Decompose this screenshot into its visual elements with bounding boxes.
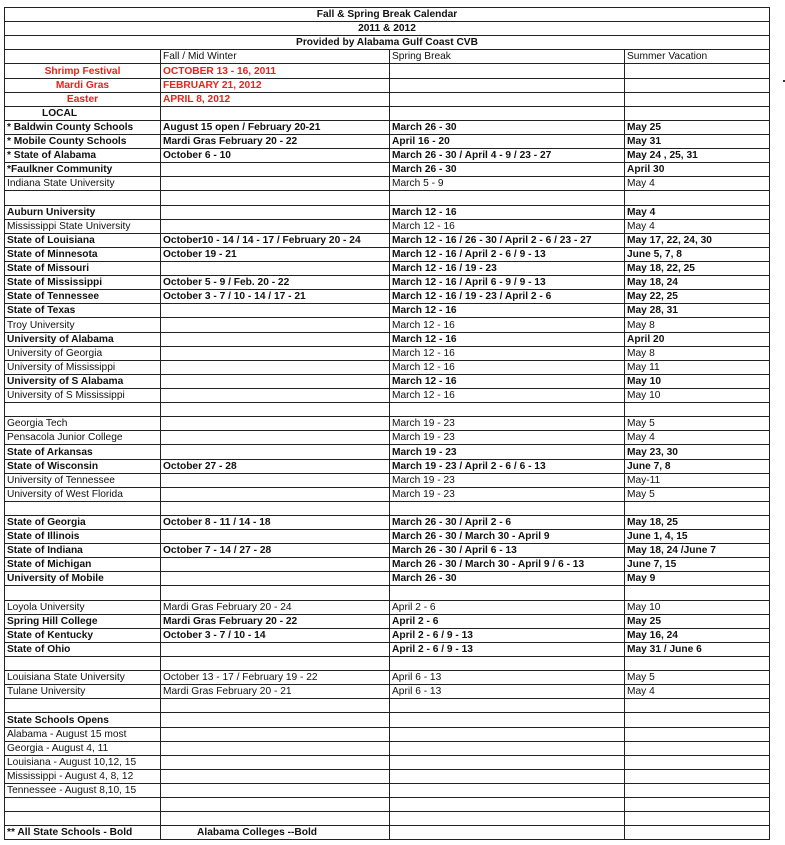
table-row [5, 374, 770, 388]
fall-break: October 13 - 17 / February 19 - 22 [161, 671, 390, 685]
calendar-provider: Provided by Alabama Gulf Coast CVB [5, 36, 770, 50]
table-row [5, 798, 770, 812]
school-name: University of Alabama [5, 332, 161, 346]
school-name: State of Michigan [5, 558, 161, 572]
fall-break [161, 657, 390, 671]
school-name: Georgia Tech [5, 417, 161, 431]
fall-break [161, 403, 390, 417]
spring-break: March 26 - 30 / April 6 - 13 [390, 544, 625, 558]
school-name [5, 191, 161, 205]
fall-break: Mardi Gras February 20 - 22 [161, 134, 390, 148]
school-name: University of Mississippi [5, 360, 161, 374]
spring-break: March 12 - 16 [390, 360, 625, 374]
summer-vacation [625, 769, 770, 783]
school-name: University of Georgia [5, 346, 161, 360]
table-row [5, 473, 770, 487]
school-name: University of S Alabama [5, 374, 161, 388]
summer-vacation: May 22, 25 [625, 290, 770, 304]
fall-break: Mardi Gras February 20 - 22 [161, 614, 390, 628]
spring-break: April 6 - 13 [390, 671, 625, 685]
spring-break: March 12 - 16 [390, 318, 625, 332]
summer-vacation: May 9 [625, 572, 770, 586]
spring-break: March 19 - 23 [390, 445, 625, 459]
school-name: * Mobile County Schools [5, 134, 161, 148]
fall-break: October 27 - 28 [161, 459, 390, 473]
summer-vacation [625, 657, 770, 671]
empty-cell [390, 92, 625, 106]
fall-break [161, 699, 390, 713]
spring-break: March 26 - 30 [390, 120, 625, 134]
fall-break [161, 177, 390, 191]
spring-break: March 19 - 23 [390, 417, 625, 431]
fall-break: October 7 - 14 / 27 - 28 [161, 544, 390, 558]
table-row [5, 233, 770, 247]
fall-break [161, 431, 390, 445]
fall-break [161, 501, 390, 515]
school-name: Indiana State University [5, 177, 161, 191]
summer-vacation: May 4 [625, 205, 770, 219]
table-row [5, 360, 770, 374]
school-name: State of Ohio [5, 642, 161, 656]
school-name: Spring Hill College [5, 614, 161, 628]
header-spring: Spring Break [390, 50, 625, 64]
school-name [5, 798, 161, 812]
title-row-1 [5, 8, 770, 22]
spring-break: April 2 - 6 / 9 - 13 [390, 642, 625, 656]
table-row [5, 614, 770, 628]
summer-vacation: May 4 [625, 177, 770, 191]
table-row [5, 784, 770, 798]
summer-vacation [625, 699, 770, 713]
spring-break: March 19 - 23 [390, 487, 625, 501]
summer-vacation: May 4 [625, 219, 770, 233]
title-row-3 [5, 36, 770, 50]
spring-break [390, 586, 625, 600]
summer-vacation: May 18, 25 [625, 515, 770, 529]
fall-break: October 3 - 7 / 10 - 14 [161, 628, 390, 642]
table-row [5, 586, 770, 600]
fall-break [161, 755, 390, 769]
spring-break: March 12 - 16 / April 2 - 6 / 9 - 13 [390, 247, 625, 261]
fall-break [161, 332, 390, 346]
school-name: Mississippi - August 4, 8, 12 [5, 769, 161, 783]
title-row-2 [5, 22, 770, 36]
summer-vacation: May 4 [625, 685, 770, 699]
school-name: University of Mobile [5, 572, 161, 586]
spring-break: March 12 - 16 [390, 388, 625, 402]
empty-cell [625, 64, 770, 78]
table-row [5, 388, 770, 402]
table-row [5, 812, 770, 826]
fall-break [161, 727, 390, 741]
summer-vacation [625, 755, 770, 769]
fall-break [161, 558, 390, 572]
school-name [5, 586, 161, 600]
summer-vacation: May 24 , 25, 31 [625, 149, 770, 163]
event-name: Shrimp Festival [5, 64, 161, 78]
summer-vacation: May 5 [625, 671, 770, 685]
spring-break: March 12 - 16 [390, 304, 625, 318]
break-calendar-table [4, 7, 770, 840]
header-blank [5, 50, 161, 64]
summer-vacation: May 5 [625, 487, 770, 501]
school-name: Louisiana - August 10,12, 15 [5, 755, 161, 769]
table-row [5, 163, 770, 177]
header-summer: Summer Vacation [625, 50, 770, 64]
fall-break [161, 586, 390, 600]
summer-vacation: May 17, 22, 24, 30 [625, 233, 770, 247]
spring-break [390, 727, 625, 741]
school-name: Pensacola Junior College [5, 431, 161, 445]
table-row [5, 149, 770, 163]
summer-vacation [625, 741, 770, 755]
school-name: State of Illinois [5, 530, 161, 544]
fall-break [161, 642, 390, 656]
event-row [5, 64, 770, 78]
table-row [5, 642, 770, 656]
fall-break: October10 - 14 / 14 - 17 / February 20 - 24 [161, 233, 390, 247]
spring-break [390, 784, 625, 798]
table-body [5, 8, 770, 840]
fall-break [161, 304, 390, 318]
footer-row [5, 826, 770, 840]
empty-cell [625, 78, 770, 92]
empty-cell [625, 92, 770, 106]
table-row [5, 191, 770, 205]
empty-cell [625, 826, 770, 840]
school-name: *Faulkner Community [5, 163, 161, 177]
table-row [5, 445, 770, 459]
fall-break: October 8 - 11 / 14 - 18 [161, 515, 390, 529]
fall-break: Mardi Gras February 20 - 24 [161, 600, 390, 614]
fall-break [161, 798, 390, 812]
table-row [5, 487, 770, 501]
summer-vacation [625, 403, 770, 417]
table-row [5, 205, 770, 219]
summer-vacation: May 18, 24 [625, 276, 770, 290]
event-row [5, 78, 770, 92]
spring-break: April 2 - 6 [390, 614, 625, 628]
summer-vacation: May 31 [625, 134, 770, 148]
table-row [5, 219, 770, 233]
school-name [5, 699, 161, 713]
spring-break: March 26 - 30 / April 4 - 9 / 23 - 27 [390, 149, 625, 163]
table-row [5, 515, 770, 529]
empty-cell [390, 826, 625, 840]
table-row [5, 600, 770, 614]
table-row [5, 544, 770, 558]
summer-vacation: May 25 [625, 614, 770, 628]
fall-break: October 19 - 21 [161, 247, 390, 261]
table-row [5, 431, 770, 445]
school-name: University of S Mississippi [5, 388, 161, 402]
fall-break: October 5 - 9 / Feb. 20 - 22 [161, 276, 390, 290]
fall-break [161, 417, 390, 431]
spring-break [390, 798, 625, 812]
spring-break: April 16 - 20 [390, 134, 625, 148]
spring-break [390, 699, 625, 713]
table-row [5, 628, 770, 642]
fall-break [161, 163, 390, 177]
summer-vacation [625, 798, 770, 812]
school-name: Tennessee - August 8,10, 15 [5, 784, 161, 798]
school-name [5, 403, 161, 417]
fall-break: August 15 open / February 20-21 [161, 120, 390, 134]
spring-break: March 26 - 30 / April 2 - 6 [390, 515, 625, 529]
summer-vacation [625, 784, 770, 798]
school-name: Auburn University [5, 205, 161, 219]
table-row [5, 572, 770, 586]
school-name: State of Louisiana [5, 233, 161, 247]
table-row [5, 671, 770, 685]
footer-note-alabama: Alabama Colleges --Bold [161, 826, 390, 840]
spring-break: March 26 - 30 [390, 163, 625, 177]
summer-vacation: May 18, 22, 25 [625, 261, 770, 275]
spring-break [390, 657, 625, 671]
table-row [5, 120, 770, 134]
table-row [5, 501, 770, 515]
school-name: University of West Florida [5, 487, 161, 501]
empty-cell [161, 106, 390, 120]
summer-vacation: June 7, 15 [625, 558, 770, 572]
summer-vacation [625, 191, 770, 205]
school-name: University of Tennessee [5, 473, 161, 487]
fall-break: October 3 - 7 / 10 - 14 / 17 - 21 [161, 290, 390, 304]
spring-break: March 12 - 16 / 26 - 30 / April 2 - 6 / 23 - 27 [390, 233, 625, 247]
local-label: LOCAL [5, 106, 161, 120]
table-row [5, 558, 770, 572]
fall-break [161, 205, 390, 219]
spring-break: March 26 - 30 / March 30 - April 9 [390, 530, 625, 544]
fall-break [161, 713, 390, 727]
school-name: Louisiana State University [5, 671, 161, 685]
table-row [5, 459, 770, 473]
spring-break [390, 812, 625, 826]
summer-vacation: May 4 [625, 431, 770, 445]
summer-vacation: May 25 [625, 120, 770, 134]
summer-vacation: June 1, 4, 15 [625, 530, 770, 544]
school-name: Georgia - August 4, 11 [5, 741, 161, 755]
spring-break: March 12 - 16 / April 6 - 9 / 9 - 13 [390, 276, 625, 290]
table-row [5, 276, 770, 290]
event-date: APRIL 8, 2012 [161, 92, 390, 106]
summer-vacation [625, 713, 770, 727]
fall-break [161, 487, 390, 501]
school-name: * Baldwin County Schools [5, 120, 161, 134]
spring-break [390, 741, 625, 755]
spring-break: March 5 - 9 [390, 177, 625, 191]
school-name: Mississippi State University [5, 219, 161, 233]
local-row [5, 106, 770, 120]
fall-break [161, 219, 390, 233]
spring-break: April 2 - 6 / 9 - 13 [390, 628, 625, 642]
empty-cell [390, 106, 625, 120]
table-row [5, 713, 770, 727]
summer-vacation [625, 812, 770, 826]
school-name: State of Minnesota [5, 247, 161, 261]
fall-break [161, 346, 390, 360]
school-name: State Schools Opens [5, 713, 161, 727]
table-row [5, 657, 770, 671]
summer-vacation: May 8 [625, 318, 770, 332]
spring-break: March 19 - 23 [390, 473, 625, 487]
spring-break: April 2 - 6 [390, 600, 625, 614]
table-row [5, 304, 770, 318]
fall-break [161, 769, 390, 783]
table-row [5, 290, 770, 304]
spring-break: April 6 - 13 [390, 685, 625, 699]
summer-vacation: May 23, 30 [625, 445, 770, 459]
table-row [5, 134, 770, 148]
table-row [5, 332, 770, 346]
spring-break [390, 713, 625, 727]
summer-vacation: May 16, 24 [625, 628, 770, 642]
table-row [5, 177, 770, 191]
table-row [5, 769, 770, 783]
fall-break [161, 261, 390, 275]
spring-break [390, 755, 625, 769]
school-name: State of Texas [5, 304, 161, 318]
school-name: Alabama - August 15 most [5, 727, 161, 741]
summer-vacation: May-11 [625, 473, 770, 487]
summer-vacation: May 28, 31 [625, 304, 770, 318]
fall-break [161, 191, 390, 205]
summer-vacation: April 30 [625, 163, 770, 177]
school-name [5, 501, 161, 515]
fall-break [161, 445, 390, 459]
summer-vacation: April 20 [625, 332, 770, 346]
empty-cell [625, 106, 770, 120]
spring-break: March 26 - 30 [390, 572, 625, 586]
empty-cell [390, 78, 625, 92]
table-row [5, 247, 770, 261]
spring-break: March 12 - 16 [390, 374, 625, 388]
spring-break: March 12 - 16 [390, 332, 625, 346]
fall-break [161, 388, 390, 402]
summer-vacation: May 31 / June 6 [625, 642, 770, 656]
table-row [5, 741, 770, 755]
table-row [5, 685, 770, 699]
spring-break: March 12 - 16 [390, 219, 625, 233]
table-row [5, 699, 770, 713]
table-row [5, 755, 770, 769]
empty-cell [390, 64, 625, 78]
spring-break: March 12 - 16 / 19 - 23 [390, 261, 625, 275]
event-row [5, 92, 770, 106]
school-name: * State of Alabama [5, 149, 161, 163]
header-fall: Fall / Mid Winter [161, 50, 390, 64]
spring-break: March 19 - 23 [390, 431, 625, 445]
fall-break [161, 360, 390, 374]
header-row [5, 50, 770, 64]
summer-vacation: May 11 [625, 360, 770, 374]
spring-break: March 26 - 30 / March 30 - April 9 / 6 - 13 [390, 558, 625, 572]
fall-break [161, 374, 390, 388]
table-row [5, 403, 770, 417]
table-row [5, 727, 770, 741]
summer-vacation: June 7, 8 [625, 459, 770, 473]
fall-break: October 6 - 10 [161, 149, 390, 163]
table-row [5, 261, 770, 275]
school-name: Troy University [5, 318, 161, 332]
fall-break [161, 812, 390, 826]
school-name: State of Mississippi [5, 276, 161, 290]
calendar-title: Fall & Spring Break Calendar [5, 8, 770, 22]
summer-vacation: May 18, 24 /June 7 [625, 544, 770, 558]
fall-break [161, 318, 390, 332]
event-name: Easter [5, 92, 161, 106]
school-name: State of Kentucky [5, 628, 161, 642]
spring-break [390, 769, 625, 783]
spring-break: March 19 - 23 / April 2 - 6 / 6 - 13 [390, 459, 625, 473]
summer-vacation: May 10 [625, 374, 770, 388]
fall-break [161, 572, 390, 586]
fall-break [161, 473, 390, 487]
spring-break: March 12 - 16 [390, 346, 625, 360]
summer-vacation: June 5, 7, 8 [625, 247, 770, 261]
school-name: Tulane University [5, 685, 161, 699]
fall-break: Mardi Gras February 20 - 21 [161, 685, 390, 699]
summer-vacation: May 8 [625, 346, 770, 360]
footer-note-state: ** All State Schools - Bold [5, 826, 161, 840]
school-name: State of Tennessee [5, 290, 161, 304]
fall-break [161, 530, 390, 544]
summer-vacation [625, 501, 770, 515]
event-date: OCTOBER 13 - 16, 2011 [161, 64, 390, 78]
spring-break: March 12 - 16 [390, 205, 625, 219]
school-name: State of Arkansas [5, 445, 161, 459]
school-name: State of Georgia [5, 515, 161, 529]
summer-vacation: May 10 [625, 388, 770, 402]
summer-vacation [625, 586, 770, 600]
fall-break [161, 784, 390, 798]
spring-break: March 12 - 16 / 19 - 23 / April 2 - 6 [390, 290, 625, 304]
fall-break [161, 741, 390, 755]
school-name: Loyola University [5, 600, 161, 614]
calendar-years: 2011 & 2012 [5, 22, 770, 36]
school-name [5, 657, 161, 671]
table-row [5, 530, 770, 544]
event-date: FEBRUARY 21, 2012 [161, 78, 390, 92]
summer-vacation: May 5 [625, 417, 770, 431]
school-name [5, 812, 161, 826]
school-name: State of Wisconsin [5, 459, 161, 473]
table-row [5, 318, 770, 332]
table-row [5, 346, 770, 360]
school-name: State of Missouri [5, 261, 161, 275]
spring-break [390, 501, 625, 515]
table-row [5, 417, 770, 431]
spring-break [390, 403, 625, 417]
school-name: State of Indiana [5, 544, 161, 558]
event-name: Mardi Gras [5, 78, 161, 92]
spring-break [390, 191, 625, 205]
summer-vacation [625, 727, 770, 741]
summer-vacation: May 10 [625, 600, 770, 614]
